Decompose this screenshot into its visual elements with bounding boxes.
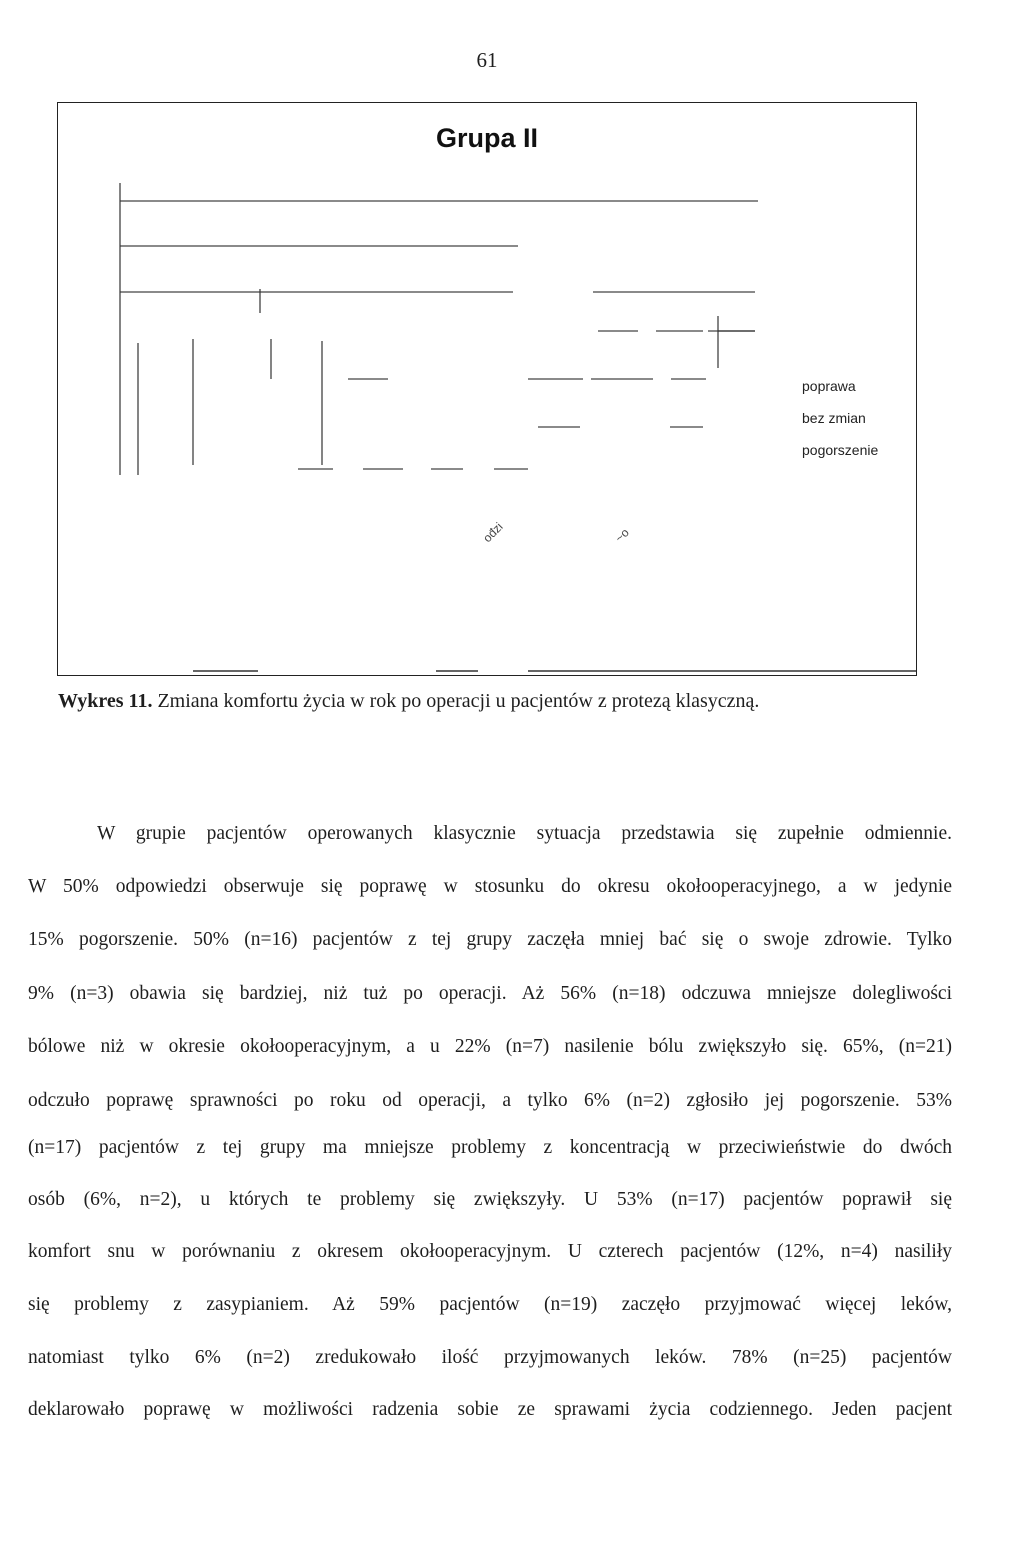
paragraph-line: (n=17) pacjentów z tej grupy ma mniejsze problemy z koncentracją w przeciwieństwie do dwóch — [28, 1137, 952, 1158]
paragraph-line: W 50% odpowiedzi obserwuje się poprawę w stosunku do okresu okołooperacyjnego, a w jedynie — [28, 876, 952, 897]
paragraph-line: 15% pogorszenie. 50% (n=16) pacjentów z tej grupy zaczęła mniej bać się o swoje zdrowie. Tylko — [28, 929, 952, 950]
chart-axes — [120, 183, 755, 475]
chart-legend — [802, 377, 878, 473]
legend-item: pogorszenie — [802, 442, 879, 458]
figure-caption-text: Zmiana komfortu życia w rok po operacji u pacjentów z protezą klasyczną. — [152, 690, 760, 712]
legend-item: poprawa — [802, 378, 856, 394]
x-tick-label: ođzi — [480, 519, 506, 546]
x-tick-label: ~o — [612, 525, 632, 546]
paragraph-line: się problemy z zasypianiem. Aż 59% pacjentów (n=19) zaczęło przyjmować więcej leków, — [28, 1294, 952, 1315]
paragraph-line: natomiast tylko 6% (n=2) zredukowało ilość przyjmowanych leków. 78% (n=25) pacjentów — [28, 1347, 952, 1368]
paragraph-line: osób (6%, n=2), u których te problemy się zwiększyły. U 53% (n=17) pacjentów poprawił się — [28, 1189, 952, 1210]
chart-title: Grupa II — [435, 123, 538, 153]
paragraph-line: bólowe niż w okresie okołooperacyjnym, a u 22% (n=7) nasilenie bólu zwiększyło się. 65%, (n=21) — [28, 1036, 952, 1057]
chart-gridlines — [120, 201, 758, 469]
paragraph-line: komfort snu w porównaniu z okresem okołooperacyjnym. U czterech pacjentów (12%, n=4) nasiliły — [28, 1241, 952, 1262]
legend-item: bez zmian — [802, 410, 866, 426]
page-number: 61 — [476, 48, 498, 72]
chart-plot — [58, 103, 916, 675]
x-tick-labels — [480, 520, 632, 545]
paragraph-line: deklarowało poprawę w możliwości radzenia sobie ze sprawami życia codziennego. Jeden pacjent — [28, 1399, 952, 1420]
paragraph-line: W grupie pacjentów operowanych klasycznie sytuacja przedstawia się zupełnie odmiennie. — [97, 823, 952, 844]
figure-caption — [58, 690, 759, 713]
paragraph-line: odczuło poprawę sprawności po roku od operacji, a tylko 6% (n=2) zgłosiło jej pogorszenie. 53% — [28, 1090, 952, 1111]
paragraph-line: 9% (n=3) obawia się bardziej, niż tuż po operacji. Aż 56% (n=18) odczuwa mniejsze dolegliwości — [28, 983, 952, 1004]
figure-caption-label: Wykres 11. — [58, 690, 153, 712]
chart-figure — [57, 102, 917, 676]
